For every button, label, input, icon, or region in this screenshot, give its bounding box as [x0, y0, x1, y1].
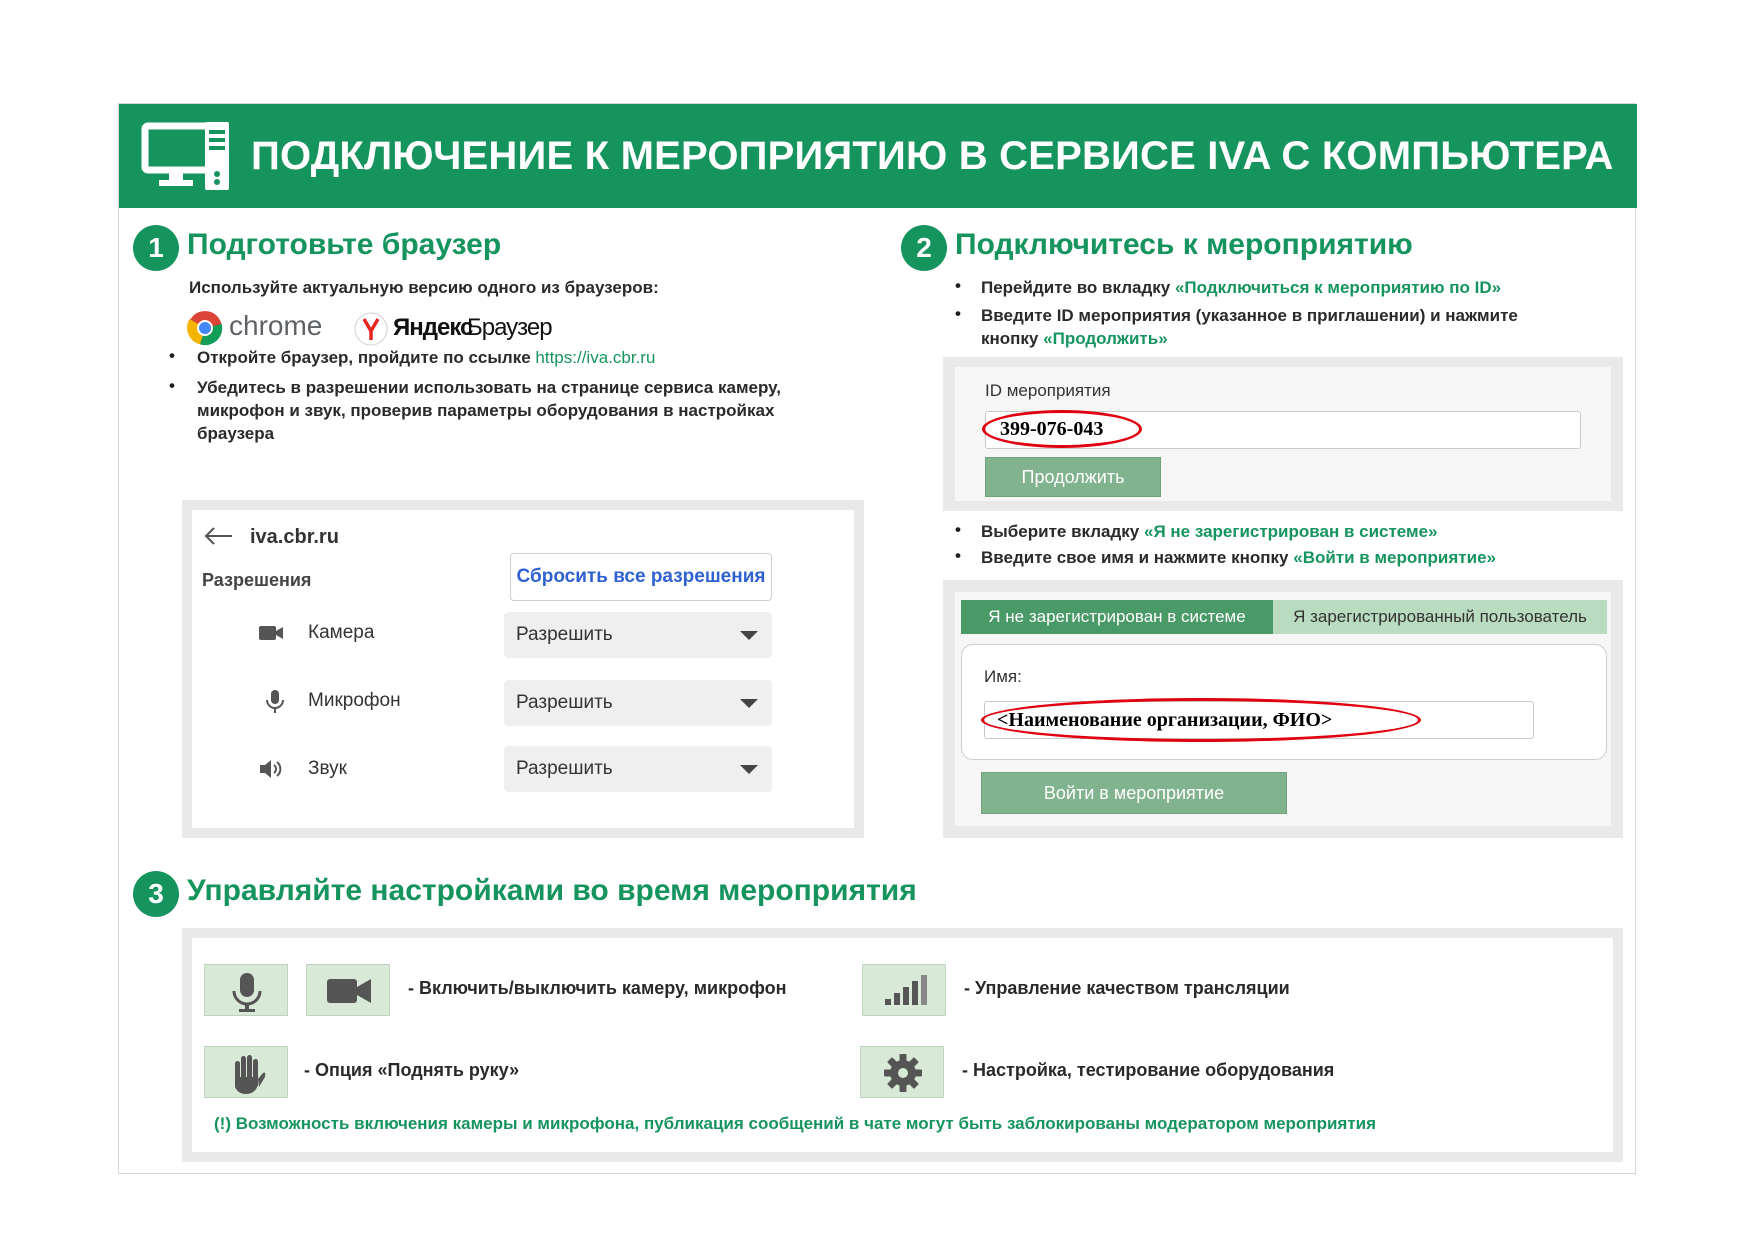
bullet-line: браузера [197, 424, 275, 443]
guest-join-form-panel [943, 580, 1623, 838]
iva-link[interactable]: https://iva.cbr.ru [535, 348, 656, 367]
bullet-dot: • [169, 346, 175, 365]
guest-join-form [955, 592, 1611, 826]
step-3-title: Управляйте настройками во время мероприятия [187, 874, 917, 907]
microphone-icon [205, 965, 289, 1017]
browser-intro-text: Используйте актуальную версию одного из браузеров: [189, 278, 659, 297]
yandex-icon [353, 311, 389, 347]
step-1-badge: 1 [133, 225, 179, 271]
permissions-card [192, 510, 854, 828]
quality-button[interactable] [862, 964, 946, 1016]
event-id-value: 399-076-043 [1000, 418, 1104, 440]
raise-hand-button[interactable] [204, 1046, 288, 1098]
raise-hand-description: - Опция «Поднять руку» [304, 1060, 520, 1080]
mic-toggle-button[interactable] [204, 964, 288, 1016]
bullet-line: микрофон и звук, проверив параметры оборудования в настройках [197, 401, 775, 420]
bullet-line [981, 327, 1518, 350]
bullet-text: Выберите вкладку [981, 522, 1140, 541]
chrome-icon [187, 310, 223, 346]
settings-button[interactable] [860, 1046, 944, 1098]
tab-unregistered[interactable]: Я не зарегистрирован в системе [961, 600, 1273, 634]
name-value: <Наименование организации, ФИО> [997, 709, 1333, 731]
select-value: Разрешить [516, 758, 613, 779]
step2-bullet-4 [981, 546, 1496, 569]
continue-button[interactable]: Продолжить [985, 457, 1161, 497]
chrome-label: chrome [229, 310, 323, 341]
step1-bullet-1 [197, 346, 655, 369]
browser-permissions-panel [182, 500, 864, 838]
camera-icon [258, 620, 284, 646]
permission-name-microphone: Микрофон [308, 690, 401, 711]
signal-bars-icon [863, 965, 947, 1017]
button-reference: «Продолжить» [1043, 329, 1168, 348]
sound-permission-select[interactable] [504, 746, 772, 792]
step2-bullet-1 [981, 276, 1501, 299]
join-event-button[interactable]: Войти в мероприятие [981, 772, 1287, 814]
yandex-brand-label: Яндекс [393, 314, 473, 341]
controls-panel [182, 928, 1623, 1162]
site-address: iva.cbr.ru [250, 526, 339, 548]
yandex-product-label: Браузер [467, 314, 552, 341]
bullet-dot: • [955, 546, 961, 565]
raise-hand-icon [205, 1047, 289, 1099]
bullet-dot: • [955, 276, 961, 295]
microphone-icon [262, 688, 288, 714]
bullet-line: Убедитесь в разрешении использовать на странице сервиса камеру, [197, 378, 782, 397]
event-id-form [955, 367, 1611, 501]
header-banner [119, 104, 1637, 208]
speaker-icon [258, 756, 284, 782]
step-2-title: Подключитесь к мероприятию [955, 228, 1413, 261]
step2-bullet-3 [981, 520, 1438, 543]
settings-description: - Настройка, тестирование оборудования [962, 1060, 1335, 1080]
bullet-dot: • [955, 520, 961, 539]
chevron-down-icon [740, 699, 758, 708]
select-value: Разрешить [516, 624, 613, 645]
bullet-text: Перейдите во вкладку [981, 278, 1171, 297]
name-input[interactable] [984, 701, 1534, 739]
step1-bullet-2 [197, 376, 781, 445]
button-reference: «Войти в мероприятие» [1293, 548, 1496, 567]
gear-icon [861, 1047, 945, 1099]
bullet-dot: • [169, 376, 175, 395]
step-2-badge: 2 [901, 225, 947, 271]
bullet-text: Введите свое имя и нажмите кнопку [981, 548, 1289, 567]
camera-toggle-button[interactable] [306, 964, 390, 1016]
computer-icon [141, 118, 231, 194]
step2-bullet-2 [981, 304, 1518, 350]
chevron-down-icon [740, 631, 758, 640]
tab-registered-user[interactable]: Я зарегистрированный пользователь [1273, 600, 1607, 634]
permission-name-camera: Камера [308, 622, 375, 643]
cam-mic-description: - Включить/выключить камеру, микрофон [408, 978, 787, 998]
quality-description: - Управление качеством трансляции [964, 978, 1290, 998]
tab-reference: «Подключиться к мероприятию по ID» [1174, 278, 1502, 297]
moderator-note: (!) Возможность включения камеры и микрофона, публикация сообщений в чате могут быть заблокированы модератором мероприятия [214, 1114, 1377, 1133]
bullet-dot: • [955, 304, 961, 323]
controls-card [192, 938, 1613, 1152]
bullet-text: Откройте браузер, пройдите по ссылке [197, 348, 531, 367]
step-3-badge: 3 [133, 871, 179, 917]
reset-permissions-button[interactable]: Сбросить все разрешения [510, 553, 772, 601]
select-value: Разрешить [516, 692, 613, 713]
event-id-input[interactable] [985, 411, 1581, 449]
permissions-heading: Разрешения [202, 570, 312, 590]
page-title: ПОДКЛЮЧЕНИЕ К МЕРОПРИЯТИЮ В СЕРВИСЕ IVA С КОМПЬЮТЕРА [251, 134, 1614, 178]
event-id-form-panel [943, 357, 1623, 511]
back-arrow-icon[interactable] [204, 526, 234, 546]
bullet-line: Введите ID мероприятия (указанное в приглашении) и нажмите [981, 306, 1518, 325]
microphone-permission-select[interactable] [504, 680, 772, 726]
step-1-title: Подготовьте браузер [187, 228, 502, 261]
tab-reference: «Я не зарегистрирован в системе» [1144, 522, 1438, 541]
permission-name-sound: Звук [308, 758, 347, 779]
bullet-text: кнопку [981, 329, 1039, 348]
camera-icon [307, 965, 391, 1017]
name-card [961, 644, 1607, 760]
instruction-sheet [118, 103, 1636, 1174]
name-label: Имя: [984, 667, 1022, 686]
yandex-browser-logo [353, 308, 553, 348]
event-id-label: ID мероприятия [985, 381, 1111, 400]
camera-permission-select[interactable] [504, 612, 772, 658]
chrome-logo [187, 308, 337, 348]
chevron-down-icon [740, 765, 758, 774]
